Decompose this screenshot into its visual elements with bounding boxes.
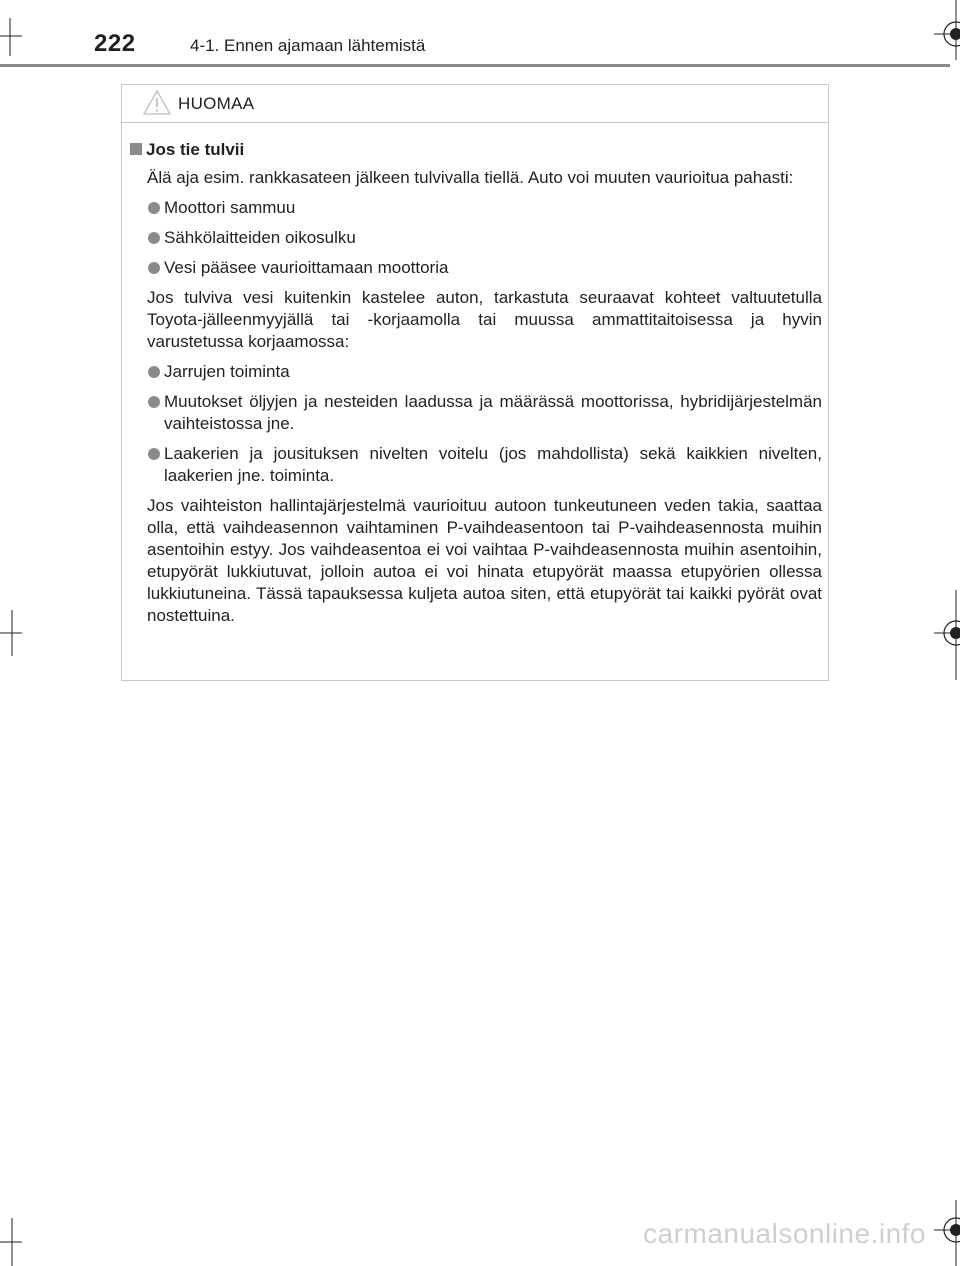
registration-mark-mid-right: [920, 590, 960, 680]
registration-mark-top-right: [920, 0, 960, 70]
inspection-intro-paragraph: Jos tulviva vesi kuitenkin kastelee auton, tarkastuta seuraavat kohteet valtuutetulla Toyota-jälleenmyyjällä tai -korjaamolla tai muussa ammattitaitoisessa ja hyvin varustetussa korjaamossa:: [147, 288, 822, 351]
watermark: carmanualsonline.info: [643, 1218, 926, 1249]
list-item-text: Moottori sammuu: [164, 198, 296, 217]
notice-box: [121, 84, 829, 681]
circle-bullet-icon: [148, 232, 160, 244]
list-item-text: Muutokset öljyjen ja nesteiden laadussa ja määrässä moottorissa, hybridijärjestelmän vaihteistossa jne.: [164, 392, 822, 433]
crop-mark-bottom-left: [0, 1210, 30, 1266]
list-item: [130, 227, 822, 249]
list-item: [130, 361, 822, 383]
circle-bullet-icon: [148, 396, 160, 408]
list-item: [130, 197, 822, 219]
section-heading-text: Jos tie tulvii: [146, 140, 245, 159]
closing-paragraph: Jos vaihteiston hallintajärjestelmä vaurioituu autoon tunkeutuneen veden takia, saattaa olla, että vaihdeasennon vaihtaminen P-vaihdeasentoon tai P-vaihdeasennosta muihin asentoihin estyy. Jos vaihdeasentoa ei voi vaihtaa P-vaihdeasennosta muihin asentoihin, etupyörät lukkiutuvat, jolloin autoa ei voi hinata etupyörät maassa etupyörien ollessa lukkiutuneina. Tässä tapauksessa kuljeta autoa siten, että etupyörät tai kaikki pyörät ovat nostettuina.: [147, 496, 822, 625]
circle-bullet-icon: [148, 202, 160, 214]
square-bullet-icon: [130, 143, 142, 155]
list-item-text: Laakerien ja jousituksen nivelten voitelu (jos mahdollista) sekä kaikkien nivelten, laakerien jne. toiminta.: [164, 444, 822, 485]
warning-triangle-icon: [142, 89, 172, 116]
list-item: [130, 391, 822, 435]
circle-bullet-icon: [148, 262, 160, 274]
page-number: 222: [94, 30, 136, 57]
list-item-text: Sähkölaitteiden oikosulku: [164, 228, 356, 247]
notice-title: HUOMAA: [178, 94, 255, 113]
section-heading: [130, 139, 822, 161]
list-item: [130, 443, 822, 487]
notice-body: [130, 139, 822, 635]
registration-mark-bottom-right: [920, 1200, 960, 1266]
list-item-text: Jarrujen toiminta: [164, 362, 290, 381]
intro-paragraph: Älä aja esim. rankkasateen jälkeen tulvivalla tiellä. Auto voi muuten vaurioitua pahasti:: [147, 168, 794, 187]
running-head: 4-1. Ennen ajamaan lähtemistä: [190, 36, 426, 55]
list-item: [130, 257, 822, 279]
list-item-text: Vesi pääsee vaurioittamaan moottoria: [164, 258, 449, 277]
circle-bullet-icon: [148, 448, 160, 460]
notice-header: [122, 85, 828, 123]
crop-mark-mid-left: [0, 600, 30, 660]
header-rule: [0, 64, 950, 67]
crop-mark-top-left: [0, 0, 40, 60]
circle-bullet-icon: [148, 366, 160, 378]
